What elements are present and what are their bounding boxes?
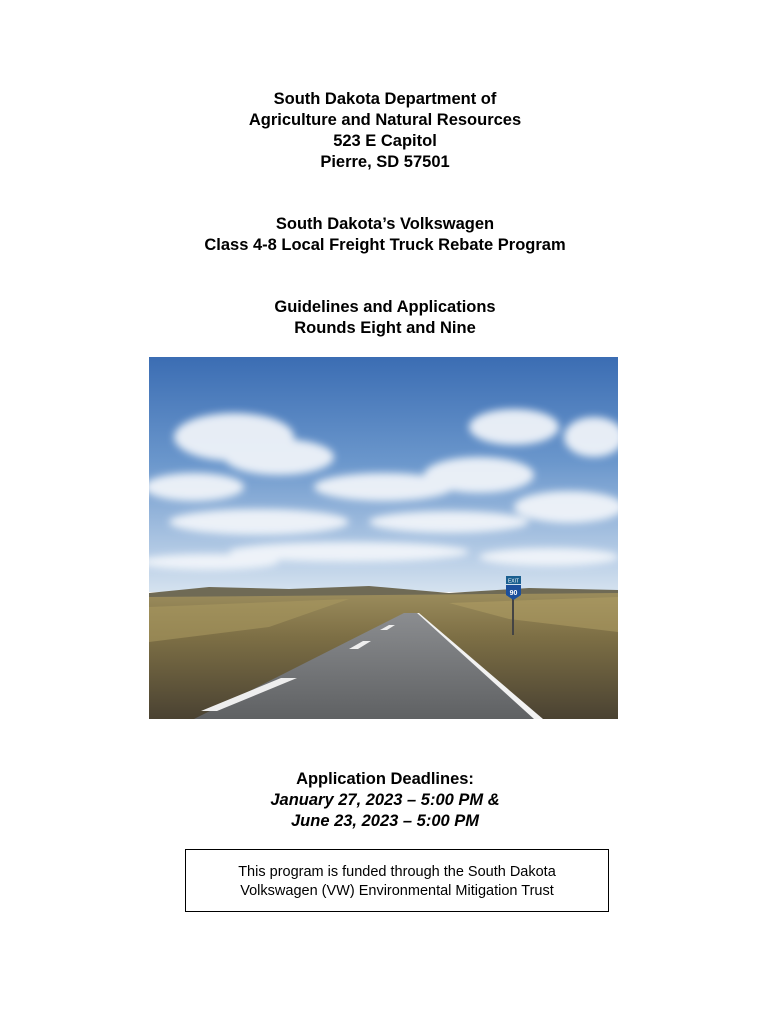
- funding-note-box: [185, 849, 609, 912]
- agency-city-state-zip: Pierre, SD 57501: [320, 153, 450, 171]
- funding-note-line-2: Volkswagen (VW) Environmental Mitigation Trust: [240, 883, 554, 899]
- program-title-block: [0, 214, 770, 256]
- highway-photo: [149, 357, 618, 719]
- agency-street: 523 E Capitol: [333, 132, 437, 150]
- deadline-round-eight: January 27, 2023 – 5:00 PM &: [270, 791, 500, 809]
- svg-text:90: 90: [509, 590, 518, 597]
- program-title-line-1: South Dakota’s Volkswagen: [275, 215, 495, 233]
- agency-name-line-1: South Dakota Department of: [273, 90, 497, 108]
- agency-address-block: [0, 89, 770, 173]
- svg-text:EXIT: EXIT: [507, 578, 520, 585]
- subtitle-line-1: Guidelines and Applications: [274, 298, 496, 316]
- deadlines-heading: Application Deadlines:: [296, 770, 474, 788]
- funding-note-line-1: This program is funded through the South Dakota: [238, 864, 556, 880]
- application-deadlines-block: [0, 769, 770, 832]
- deadline-round-nine: June 23, 2023 – 5:00 PM: [290, 812, 480, 830]
- document-subtitle-block: [0, 297, 770, 339]
- agency-name-line-2: Agriculture and Natural Resources: [248, 111, 522, 129]
- program-title-line-2: Class 4-8 Local Freight Truck Rebate Program: [204, 236, 566, 254]
- subtitle-line-2: Rounds Eight and Nine: [294, 319, 476, 337]
